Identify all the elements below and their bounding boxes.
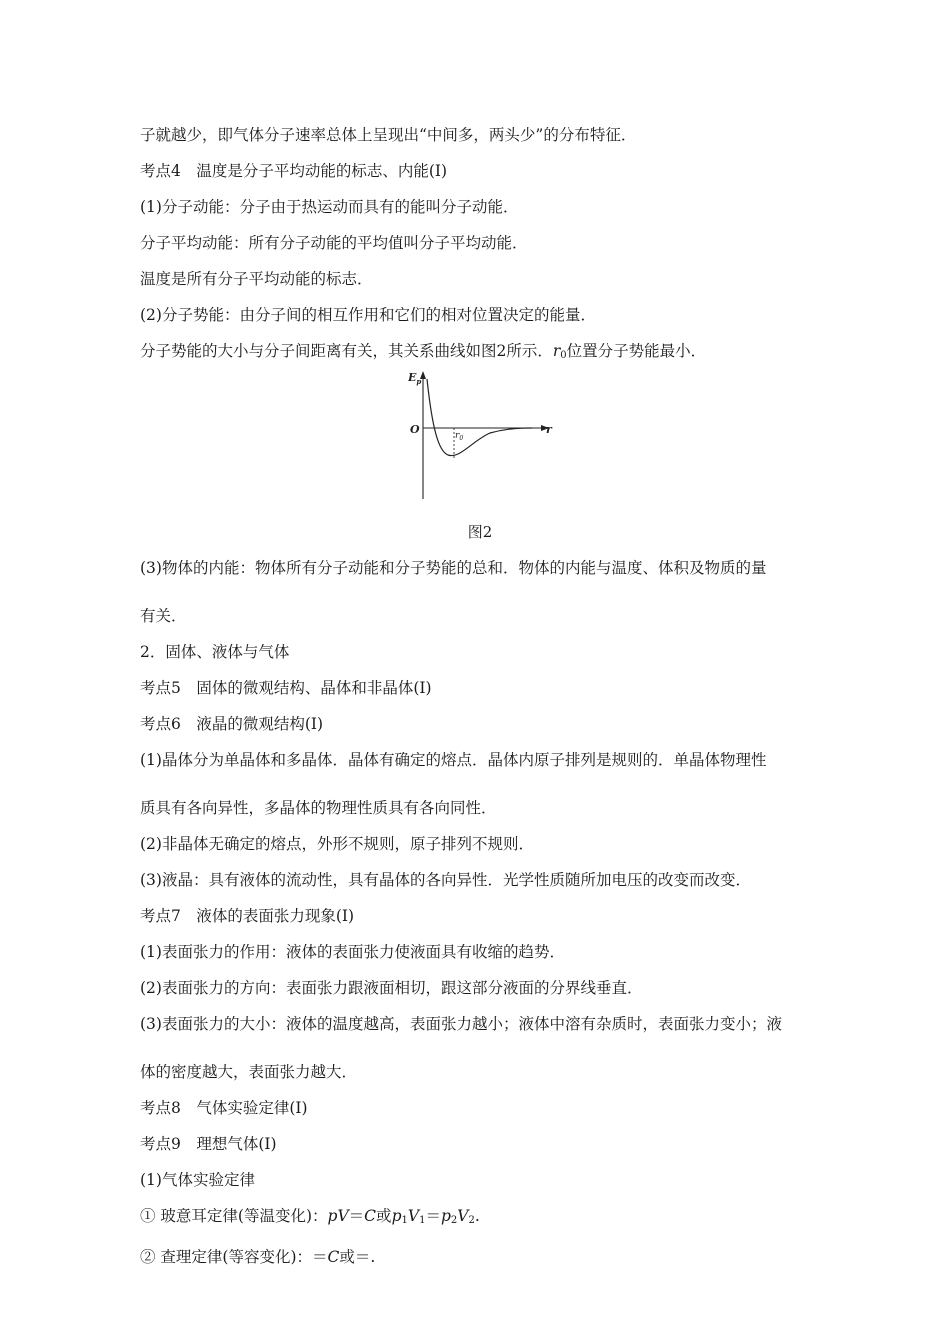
math-eq: ＝: [425, 1207, 441, 1225]
figure-caption: 图2: [467, 523, 493, 541]
section-heading-kaodian6: 考点6 液晶的微观结构(Ⅰ): [140, 715, 324, 733]
paragraph-line: 体的密度越大，表面张力越大．: [140, 1063, 358, 1081]
section-heading-kaodian8: 考点8 气体实验定律(Ⅰ): [140, 1099, 308, 1117]
paragraph-line: 质具有各向异性，多晶体的物理性质具有各向同性．: [140, 799, 497, 817]
text-run: 或＝.: [339, 1248, 376, 1266]
math-sub: 1: [401, 1215, 408, 1226]
paragraph-line: (1)分子动能：分子由于热运动而具有的能叫分子动能．: [140, 198, 519, 216]
math-sub: 2: [450, 1215, 458, 1226]
section-heading-kaodian7: 考点7 液体的表面张力现象(Ⅰ): [140, 907, 355, 925]
charles-law-line: [140, 1246, 820, 1268]
paragraph-line: (2)表面张力的方向：表面张力跟液面相切，跟这部分液面的分界线垂直．: [140, 979, 643, 997]
text-run: 位置分子势能最小．: [566, 342, 707, 360]
paragraph-line: (3)物体的内能：物体所有分子动能和分子势能的总和．物体的内能与温度、体积及物质的量: [140, 559, 767, 577]
section-heading-kaodian9: 考点9 理想气体(Ⅰ): [140, 1135, 277, 1153]
paragraph-line: 温度是所有分子平均动能的标志．: [140, 270, 373, 288]
math-v: V: [457, 1207, 469, 1225]
paragraph-line: 子就越少，即气体分子速率总体上呈现出“中间多，两头少”的分布特征．: [140, 126, 637, 144]
paragraph-line: (2)非晶体无确定的熔点，外形不规则，原子排列不规则．: [140, 835, 534, 853]
paragraph-line: 分子平均动能：所有分子动能的平均值叫分子平均动能．: [140, 234, 528, 252]
paragraph-line: (3)液晶：具有液体的流动性，具有晶体的各向异性．光学性质随所加电压的改变而改变．: [140, 871, 751, 889]
document-page: [140, 124, 820, 1268]
r0-label: $r_0$: [455, 431, 464, 442]
section-heading-kaodian4: 考点4 温度是分子平均动能的标志、内能(Ⅰ): [140, 162, 448, 180]
text-run: 分子势能的大小与分子间距离有关，其关系曲线如图2所示．: [140, 342, 553, 360]
text-run: .: [474, 1207, 480, 1225]
text-run: ② 查理定律(等容变化)：＝: [140, 1248, 328, 1266]
math-sub: 0: [560, 350, 567, 361]
x-axis-label: r: [546, 423, 552, 436]
paragraph-line: [140, 340, 820, 367]
math-c: C: [327, 1248, 340, 1266]
math-pv: pV: [327, 1207, 349, 1225]
paragraph-line: (3)表面张力的大小：液体的温度越高，表面张力越小；液体中溶有杂质时，表面张力变小；液: [140, 1015, 782, 1033]
section-heading-2: 2．固体、液体与气体: [140, 643, 290, 661]
math-eq: ＝: [348, 1207, 365, 1225]
math-p: p: [391, 1207, 402, 1225]
math-sub: 1: [419, 1215, 426, 1226]
potential-curve-diagram: [408, 371, 558, 506]
math-p: p: [440, 1207, 451, 1225]
paragraph-line: (1)晶体分为单晶体和多晶体．晶体有确定的熔点．晶体内原子排列是规则的．单晶体物理性: [140, 751, 767, 769]
math-v: V: [407, 1207, 420, 1225]
math-r: r: [552, 342, 561, 360]
paragraph-line: (1)气体实验定律: [140, 1171, 255, 1189]
paragraph-line: (1)表面张力的作用：液体的表面张力使液面具有收缩的趋势．: [140, 943, 565, 961]
potential-curve: [427, 379, 532, 456]
section-heading-kaodian5: 考点5 固体的微观结构、晶体和非晶体(Ⅰ): [140, 679, 432, 697]
paragraph-line: (2)分子势能：由分子间的相互作用和它们的相对位置决定的能量．: [140, 306, 596, 324]
y-axis-label: $E_p$: [408, 371, 422, 386]
text-run: 或: [376, 1207, 392, 1225]
math-c: C: [364, 1207, 377, 1225]
paragraph-line: 有关．: [140, 607, 187, 625]
potential-energy-figure: [140, 371, 820, 506]
math-sub: 2: [468, 1215, 475, 1226]
text-run: ① 玻意耳定律(等温变化)：: [140, 1207, 328, 1225]
origin-label: O: [410, 423, 420, 436]
boyle-law-line: [140, 1205, 820, 1232]
